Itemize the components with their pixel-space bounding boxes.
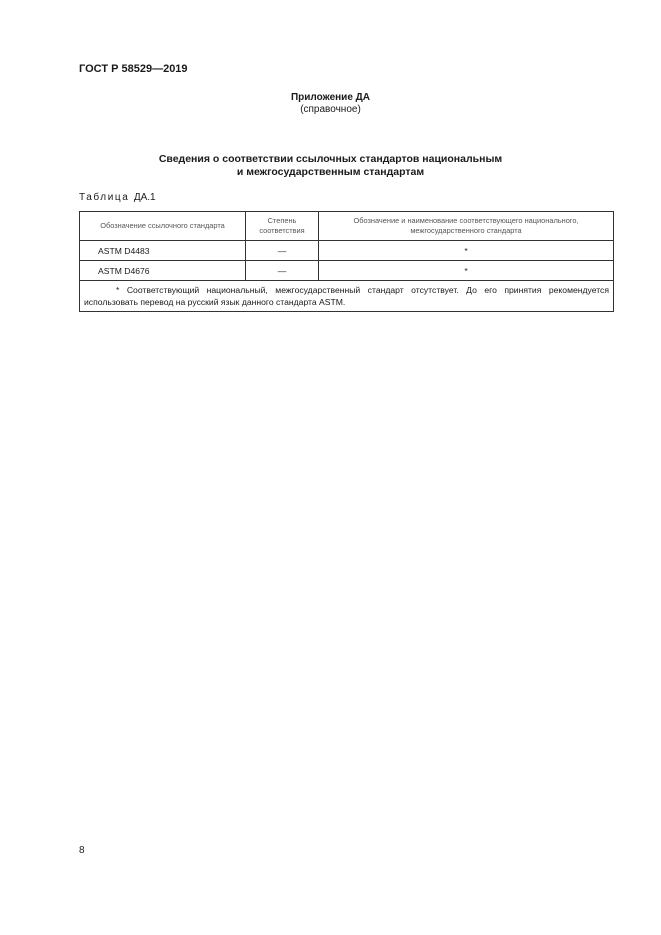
- cell-degree: —: [246, 261, 319, 281]
- cell-code: ASTM D4483: [80, 241, 246, 261]
- table-label-number: ДА.1: [133, 192, 156, 203]
- cell-code: ASTM D4676: [80, 261, 246, 281]
- document-id: ГОСТ Р 58529—2019: [79, 63, 188, 75]
- appendix-title: Приложение ДА: [290, 92, 371, 103]
- table-footnote: [80, 281, 614, 312]
- cell-degree: —: [246, 241, 319, 261]
- table-label-word: Таблица: [79, 192, 130, 203]
- header-degree: Степень соответствия: [246, 212, 319, 241]
- cell-national-standard: *: [319, 241, 614, 261]
- table-header-row: [80, 212, 614, 241]
- section-title-line1: Сведения о соответствии ссылочных стандартов национальным: [158, 153, 503, 165]
- section-title-line2: и межгосударственным стандартам: [236, 166, 425, 178]
- table-row: [80, 241, 614, 261]
- footnote-text: * Соответствующий национальный, межгосударственный стандарт отсутствует. До его принятия рекомендуется использовать перевод на русский язык данного стандарта ASTM.: [84, 285, 609, 307]
- page-number: 8: [79, 845, 85, 856]
- header-reference-standard: Обозначение ссылочного стандарта: [80, 212, 246, 241]
- cell-national-standard: *: [319, 261, 614, 281]
- table-row: [80, 261, 614, 281]
- reference-standards-table: [79, 211, 614, 312]
- section-title: [0, 153, 661, 179]
- appendix-note: (справочное): [300, 104, 361, 115]
- table-label: [79, 192, 156, 203]
- header-national-standard: Обозначение и наименование соответствующего национального, межгосударственного стандарта: [319, 212, 614, 241]
- table-footnote-row: [80, 281, 614, 312]
